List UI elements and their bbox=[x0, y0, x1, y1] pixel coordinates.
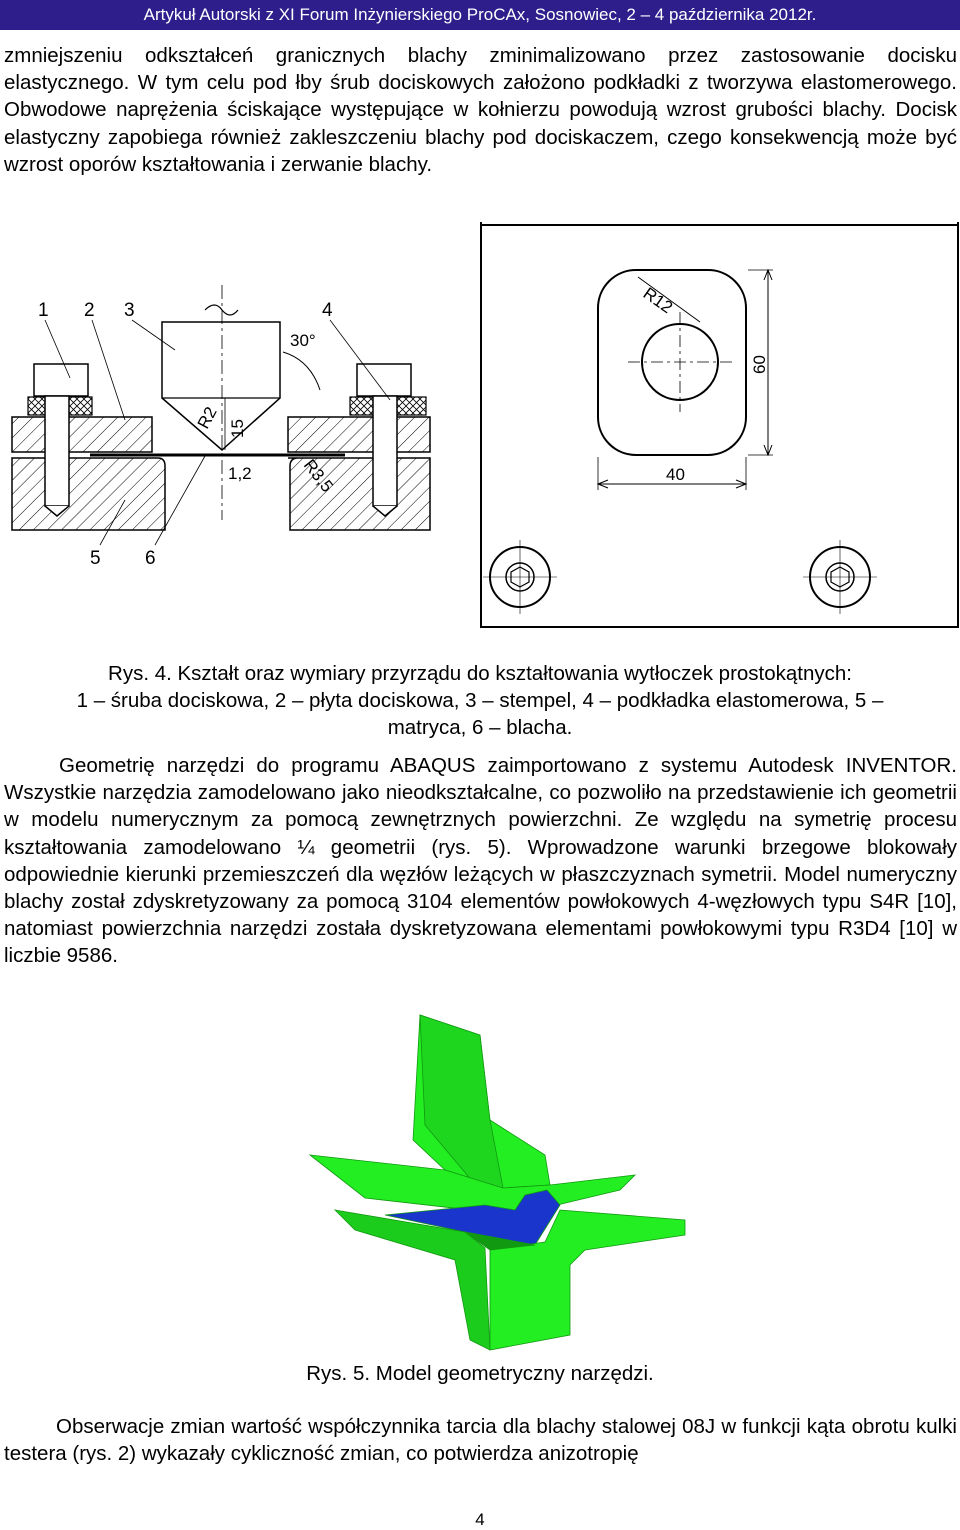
dim-1-2: 1,2 bbox=[228, 464, 252, 483]
figure4-top-view bbox=[478, 222, 960, 634]
dim-r3-5: R3,5 bbox=[299, 455, 337, 496]
conference-header: Artykuł Autorski z XI Forum Inżynierskiego ProCAx, Sosnowiec, 2 – 4 października 2012r. bbox=[0, 0, 960, 30]
dim-15: 15 bbox=[228, 419, 247, 438]
label-6: 6 bbox=[145, 548, 156, 569]
figure4-caption-line3: matryca, 6 – blacha. bbox=[387, 716, 573, 739]
figure5-3d-model bbox=[285, 1010, 695, 1355]
figure4-caption-line1: Rys. 4. Kształt oraz wymiary przyrządu do kształtowania wytłoczek prostokątnych: bbox=[108, 662, 852, 685]
die-matrix-5 bbox=[12, 455, 430, 530]
paragraph-observations: Obserwacje zmian wartość współczynnika tarcia dla blachy stalowej 08J w funkcji kąta obrotu kulki testera (rys. 2) wykazały cykliczność zmian, co potwierdza anizotropię bbox=[4, 1415, 957, 1466]
label-5: 5 bbox=[90, 548, 101, 569]
screw-hole-left bbox=[483, 540, 557, 614]
screw-hole-right bbox=[803, 540, 877, 614]
figure5-caption: Rys. 5. Model geometryczny narzędzi. bbox=[306, 1362, 654, 1385]
label-3: 3 bbox=[124, 300, 135, 321]
angle-arc bbox=[283, 352, 320, 390]
punch-front-face bbox=[420, 1015, 503, 1188]
dim-60: 60 bbox=[750, 355, 769, 374]
figure4-caption-line2: 1 – śruba dociskowa, 2 – płyta dociskowa, 3 – stempel, 4 – podkładka elastomerowa, 5 – bbox=[76, 689, 884, 712]
figure4-cross-section bbox=[0, 280, 440, 580]
dim-40: 40 bbox=[666, 465, 685, 484]
paragraph-intro: zmniejszeniu odkształceń granicznych blachy zminimalizowano przez zastosowanie docisku elastycznego. W tym celu pod łby śrub dociskowych założono podkładki z tworzywa elastomerowego. Obwodowe naprężenia ściskające występujące w kołnierzu powodują wzrost grubości blachy. Docisk elastyczny zapobiega również zakleszczeniu blachy pod dociskaczem, czego konsekwencją może być wzrost oporów kształtowania i zerwanie blachy. bbox=[4, 44, 957, 176]
dim-r2: R2 bbox=[193, 403, 221, 432]
page-number: 4 bbox=[475, 1510, 485, 1529]
dim-angle-30: 30° bbox=[290, 331, 316, 350]
dim-r12: R12 bbox=[639, 283, 677, 318]
label-2: 2 bbox=[84, 300, 95, 321]
punch-3 bbox=[162, 285, 280, 520]
label-1: 1 bbox=[38, 300, 49, 321]
label-4: 4 bbox=[322, 300, 333, 321]
paragraph-geometry: Geometrię narzędzi do programu ABAQUS zaimportowano z systemu Autodesk INVENTOR. Wszystkie narzędzia zamodelowano jako nieodkształcalne, co pozwoliło na przedstawienie ich geometrii w modelu numerycznym za pomocą zewnętrznych powierzchni. Ze względu na symetrię procesu kształtowania zamodelowano ¼ geometrii (rys. 5). Wprowadzone warunki brzegowe blokowały odpowiednie kierunki przemieszczeń dla węzłów leżących w płaszczyznach symetrii. Model numeryczny blachy został zdyskretyzowany za pomocą 3104 elementów powłokowych 4-węzłowych typu S4R [10], natomiast powierzchnia narzędzi została dyskretyzowana elementami powłokowymi typu R3D4 [10] w liczbie 9586. bbox=[4, 754, 957, 968]
